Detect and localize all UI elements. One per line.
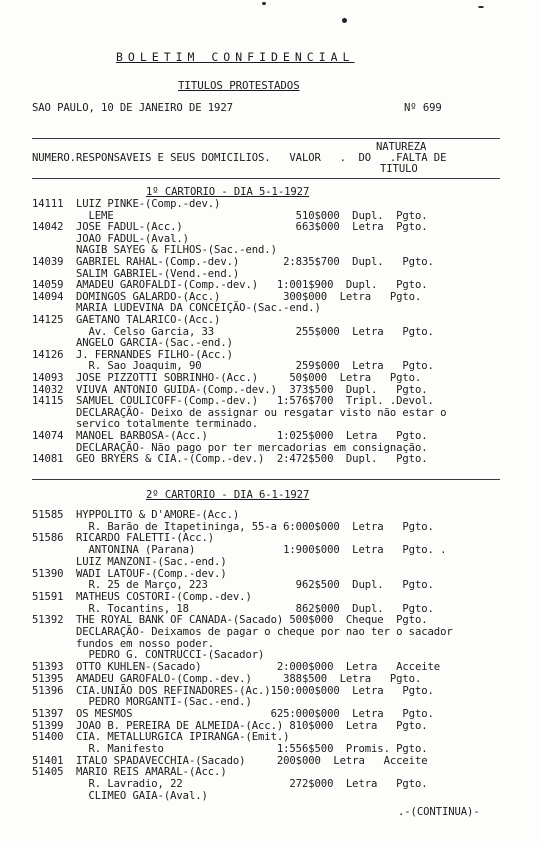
entry-line: servico totalmente terminado. [32, 418, 259, 431]
entry-line: 14039 GABRIEL RAHAL-(Comp.-dev.) 2:835$700 Dupl. Pgto. [32, 256, 434, 268]
header-line2: NUMERO.RESPONSAVEIS E SEUS DOMICILIOS. VALOR . DO .FALTA DE [32, 152, 447, 164]
entry-line: Av. Celso Garcia, 33 255$000 Letra Pgto. [32, 325, 434, 338]
section-heading-2: 2º CARTORIO - DIA 6-1-1927 [146, 489, 310, 501]
entry-line: 14081 GEO BRYERS & CIA.-(Comp.-dev.) 2:472$500 Dupl. Pgto. [32, 453, 428, 466]
entry-line: R. Tocantins, 18 862$000 Dupl. Pgto. [32, 602, 434, 615]
section-rule [32, 479, 500, 480]
entry-line: 14059 AMADEU GAROFALDI-(Comp.-dev.) 1:001$900 Dupl. Pgto. [32, 279, 428, 292]
entry-line: 51399 JOAO B. PEREIRA DE ALMEIDA-(Acc.) 810$000 Letra Pgto. [32, 719, 428, 732]
entry-line: 51585 HYPPOLITO & D'AMORE-(Acc.) [32, 509, 240, 521]
continua-note: .-(CONTINUA)- [398, 806, 480, 818]
entry-line: ANTONINA (Parana) 1:900$000 Letra Pgto. . [32, 544, 447, 557]
entry-line: 14032 VIUVA ANTONIO GUIDA-(Comp.-dev.) 373$500 Dupl. Pgto. [32, 383, 428, 396]
section-heading-1: 1º CARTORIO - DIA 5-1-1927 [146, 186, 310, 198]
entry-line: 51401 ITALO SPADAVECCHIA-(Sacado) 200$000 Letra Acceite [32, 754, 428, 767]
entry-line: R. Manifesto 1:556$500 Promis. Pgto. [32, 743, 428, 755]
entry-line: PEDRO G. CONTRUCCI-(Sacador) [32, 649, 265, 662]
entry-line: 14115 SAMUEL COULICOFF-(Comp.-dev.) 1:576$700 Tripl. .Devol. [32, 395, 434, 408]
bulletin-number: Nº 699 [404, 102, 442, 114]
entry-line: R. Barão de Itapetininga, 55-a 6:000$000 Letra Pgto. [32, 520, 434, 533]
entry-line: 51397 OS MESMOS 625:000$000 Letra Pgto. [32, 707, 434, 720]
entry-line: 51392 THE ROYAL BANK OF CANADA-(Sacado) 500$000 Cheque Pgto. [32, 614, 428, 627]
entry-line: 51400 CIA. METALLURGICA IPIRANGA-(Emit.) [32, 731, 290, 744]
document-title: BOLETIM CONFIDENCIAL [116, 50, 355, 64]
header-line3: TITULO [380, 163, 418, 175]
entry-line: 51405 MARIO REIS AMARAL-(Acc.) [32, 766, 227, 779]
place-date: SAO PAULO, 10 DE JANEIRO DE 1927 [32, 102, 233, 114]
entry-line: 51390 WADI LATOUF-(Comp.-dev.) [32, 567, 227, 580]
entry-line: R. Sao Joaquim, 90 259$000 Letra Pgto. [32, 360, 434, 373]
entry-line: 51591 MATHEUS COSTORI-(Comp.-dev.) [32, 590, 252, 603]
entry-line: JOAO FADUL-(Aval.) [32, 232, 189, 245]
entry-line: 14074 MANOEL BARBOSA-(Acc.) 1:025$000 Letra Pgto. [32, 430, 428, 442]
entry-line: 51395 AMADEU GAROFALO-(Comp.-dev.) 388$500 Letra Pgto. [32, 672, 422, 685]
entry-line: LEME 510$000 Dupl. Pgto. [32, 209, 428, 222]
entry-line: 14094 DOMINGOS GALARDO-(Acc.) 300$000 Letra Pgto. [32, 290, 422, 303]
header-line1: NATUREZA [376, 141, 427, 153]
entry-line: R. 25 de Março, 223 962$500 Dupl. Pgto. [32, 579, 434, 592]
header-rule-bottom [32, 178, 500, 179]
entry-line: PEDRO MORGANTI-(Sac.-end.) [32, 696, 252, 709]
ink-speck [478, 6, 484, 8]
entry-line: DECLARAÇÃO- Deixo de assignar ou resgatar visto não estar o [32, 406, 447, 419]
entry-line: 14126 J. FERNANDES FILHO-(Acc.) [32, 348, 233, 361]
entry-line: 51393 OTTO KUHLEN-(Sacado) 2:000$000 Letra Acceite [32, 661, 441, 674]
document-subtitle: TITULOS PROTESTADOS [178, 79, 300, 92]
entry-line: 14093 JOSE PIZZOTTI SOBRINHO-(Acc.) 50$000 Letra Pgto. [32, 372, 422, 384]
ink-speck [342, 18, 347, 23]
entry-line: DECLARAÇÃO- Não pago por ter mercadorias em consignação. [32, 441, 428, 454]
entry-line: SALIM GABRIEL-(Vend.-end.) [32, 267, 240, 280]
entry-line: 14042 JOSE FADUL-(Acc.) 663$000 Letra Pgto. [32, 221, 428, 234]
entry-line: fundos em nosso poder. [32, 637, 215, 650]
entry-line: 51586 RICARDO FALETTI-(Acc.) [32, 532, 215, 545]
entry-line: DECLARAÇÃO- Deixamos de pagar o cheque por nao ter o sacador [32, 626, 453, 638]
entry-line: LUIZ MANZONI-(Sac.-end.) [32, 555, 227, 568]
entry-line: ANGELO GARCIA-(Sac.-end.) [32, 337, 233, 350]
entry-line: MARIA LUDEVINA DA CONCEIÇÃO-(Sac.-end.) [32, 302, 321, 315]
entry-line: 14111 LUIZ PINKE-(Comp.-dev.) [32, 198, 221, 210]
header-rule-top [32, 138, 500, 139]
entry-line: CLIMEO GAIA-(Aval.) [32, 789, 208, 802]
entry-line: NAGIB SAYEG & FILHOS-(Sac.-end.) [32, 244, 277, 257]
ink-speck [262, 2, 266, 5]
entry-line: 51396 CIA.UNIÃO DOS REFINADORES-(Ac.)150:000$000 Letra Pgto. [32, 684, 434, 697]
entry-line: 14125 GAETANO TALARICO-(Acc.) [32, 314, 221, 326]
entry-line: R. Lavradio, 22 272$000 Letra Pgto. [32, 778, 428, 791]
